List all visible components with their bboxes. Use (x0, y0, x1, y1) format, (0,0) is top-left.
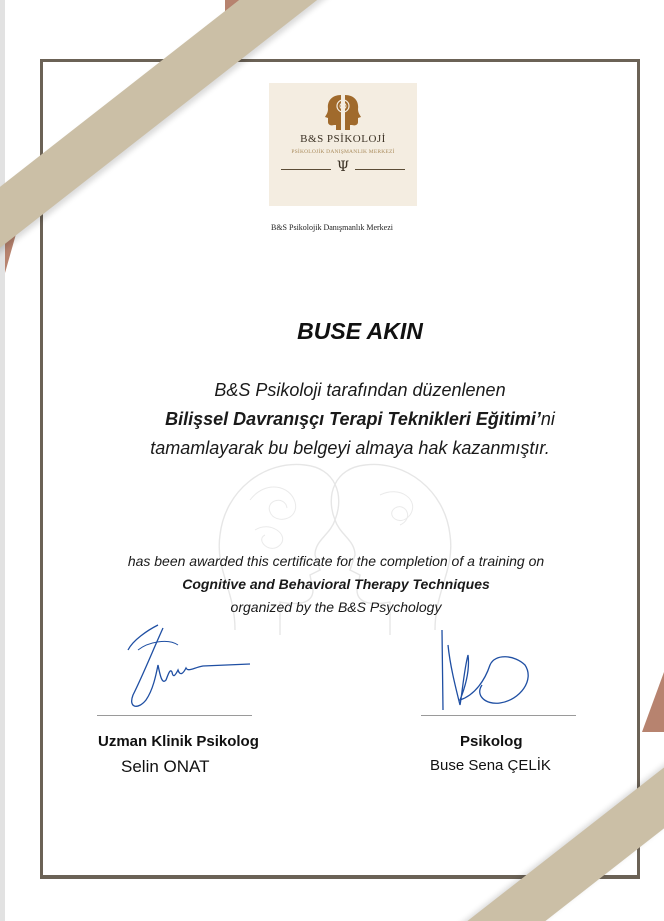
logo-rule-right (355, 169, 405, 170)
organization-name: B&S Psikolojik Danışmanlık Merkezi (271, 223, 393, 232)
recipient-name: BUSE AKIN (297, 318, 423, 344)
heads-logo-icon (319, 91, 367, 131)
signature-left (118, 620, 258, 715)
frame-top (40, 59, 640, 62)
english-line-3: organized by the B&S Psychology (230, 599, 442, 615)
ribbon-fold-right (642, 672, 664, 732)
signature-right (430, 625, 550, 715)
signature-line-left (97, 715, 252, 716)
english-training-title: Cognitive and Behavioral Therapy Techniques (182, 576, 490, 592)
turkish-training-title: Bilişsel Davranışçı Terapi Teknikleri Eğitimi’ (165, 409, 541, 429)
ribbon-bottom-right (421, 693, 664, 921)
logo-tagline: PSİKOLOJİK DANIŞMANLIK MERKEZİ (291, 149, 395, 155)
turkish-line-3: tamamlayarak bu belgeyi almaya hak kazanmıştır. (150, 438, 550, 458)
frame-right (637, 59, 640, 879)
signature-line-right (421, 715, 576, 716)
turkish-suffix: ni (540, 409, 555, 429)
page-edge (0, 0, 5, 921)
english-line-1: has been awarded this certificate for the completion of a training on (127, 553, 545, 569)
logo (269, 83, 417, 206)
signatory-name-left: Selin ONAT (121, 757, 210, 776)
signatory-name-right: Buse Sena ÇELİK (430, 757, 551, 774)
turkish-line-1: B&S Psikoloji tarafından düzenlenen (214, 380, 506, 400)
signatory-role-left: Uzman Klinik Psikolog (98, 733, 259, 750)
turkish-line-2 (0, 409, 664, 430)
logo-brand: B&S PSİKOLOJİ (300, 133, 386, 145)
psi-icon: Ψ (336, 159, 350, 175)
signatory-role-right: Psikolog (460, 733, 523, 750)
